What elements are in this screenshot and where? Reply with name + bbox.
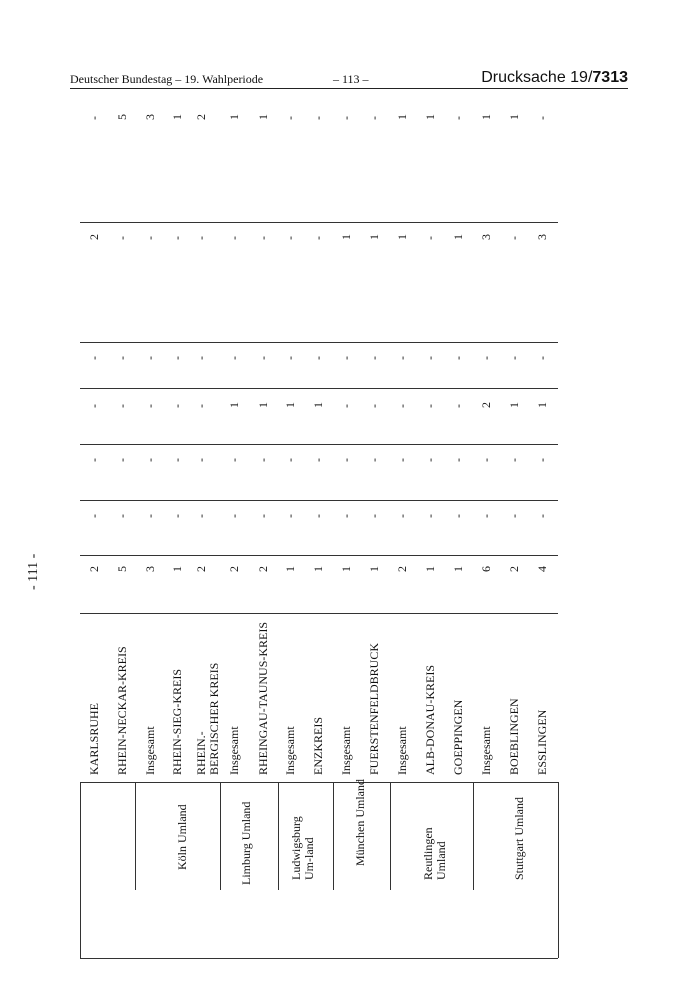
- cell-c4: 1: [507, 402, 521, 408]
- header-drucksache: [481, 69, 628, 87]
- cell-c6: -: [507, 236, 521, 240]
- row-name: FUERSTENFELDBRUCK: [367, 642, 381, 775]
- cell-c5: -: [283, 356, 297, 360]
- cell-c1: 1: [367, 566, 381, 572]
- cell-c1: 1: [451, 566, 465, 572]
- cell-c2: -: [423, 514, 437, 518]
- column-separator: [80, 500, 558, 501]
- cell-c7: 1: [507, 114, 521, 120]
- row-name: Insgesamt: [143, 726, 157, 775]
- row-name: ENZKREIS: [311, 717, 325, 775]
- cell-c6: -: [170, 236, 184, 240]
- cell-c5: -: [423, 356, 437, 360]
- row-name: ESSLINGEN: [535, 709, 549, 775]
- cell-c6: -: [423, 236, 437, 240]
- cell-c1: 2: [395, 566, 409, 572]
- group-label: Limburg Umland: [239, 801, 253, 885]
- cell-c4: -: [451, 404, 465, 408]
- cell-c4: -: [115, 404, 129, 408]
- cell-c1: 4: [535, 566, 549, 572]
- cell-c7: -: [367, 116, 381, 120]
- cell-c1: 1: [170, 566, 184, 572]
- cell-c6: 2: [87, 234, 101, 240]
- cell-c2: -: [507, 514, 521, 518]
- table-left-border: [80, 782, 81, 958]
- row-name: RHEINGAU-TAUNUS-KREIS: [256, 621, 270, 775]
- cell-c1: 2: [227, 566, 241, 572]
- cell-c2: -: [395, 514, 409, 518]
- group-label: Ludwigsburg Um-land: [289, 816, 316, 880]
- cell-c3: -: [115, 458, 129, 462]
- cell-c4: 1: [256, 402, 270, 408]
- cell-c3: -: [227, 458, 241, 462]
- header-drucksache-number: 7313: [592, 69, 628, 86]
- group-header-top-rule: [80, 782, 558, 783]
- column-separator: [80, 388, 558, 389]
- cell-c1: 6: [479, 566, 493, 572]
- cell-c2: -: [170, 514, 184, 518]
- cell-c7: -: [87, 116, 101, 120]
- cell-c4: -: [339, 404, 353, 408]
- header-rule: [70, 88, 628, 89]
- cell-c5: -: [395, 356, 409, 360]
- cell-c6: -: [283, 236, 297, 240]
- cell-c4: -: [143, 404, 157, 408]
- cell-c3: -: [535, 458, 549, 462]
- row-name: Insgesamt: [339, 726, 353, 775]
- column-separator: [80, 555, 558, 556]
- row-name: RHEIN-SIEG-KREIS: [170, 669, 184, 775]
- group-label: Reutlingen Umland: [421, 827, 448, 880]
- cell-c1: 2: [87, 566, 101, 572]
- row-name: RHEIN.-BERGISCHER KREIS: [194, 662, 221, 775]
- cell-c6: -: [194, 236, 208, 240]
- cell-c4: 1: [311, 402, 325, 408]
- row-name: ALB-DONAU-KREIS: [423, 665, 437, 775]
- column-separator: [80, 444, 558, 445]
- header-publication: Deutscher Bundestag – 19. Wahlperiode: [70, 72, 264, 86]
- cell-c1: 1: [311, 566, 325, 572]
- cell-c3: -: [311, 458, 325, 462]
- row-name: Insgesamt: [395, 726, 409, 775]
- cell-c7: -: [451, 116, 465, 120]
- cell-c1: 2: [507, 566, 521, 572]
- cell-c2: -: [479, 514, 493, 518]
- cell-c6: 3: [535, 234, 549, 240]
- cell-c4: -: [423, 404, 437, 408]
- cell-c2: -: [451, 514, 465, 518]
- cell-c3: -: [283, 458, 297, 462]
- cell-c5: -: [194, 356, 208, 360]
- cell-c7: 3: [143, 114, 157, 120]
- group-separator: [278, 782, 279, 890]
- cell-c1: 2: [194, 566, 208, 572]
- cell-c7: 1: [479, 114, 493, 120]
- cell-c4: -: [395, 404, 409, 408]
- cell-c3: -: [395, 458, 409, 462]
- cell-c2: -: [256, 514, 270, 518]
- cell-c7: -: [311, 116, 325, 120]
- cell-c2: -: [143, 514, 157, 518]
- group-separator: [473, 782, 474, 890]
- cell-c5: -: [256, 356, 270, 360]
- cell-c4: -: [194, 404, 208, 408]
- cell-c7: -: [339, 116, 353, 120]
- page-header: [70, 69, 628, 88]
- group-separator: [390, 782, 391, 890]
- cell-c6: -: [115, 236, 129, 240]
- cell-c7: -: [283, 116, 297, 120]
- row-name: Insgesamt: [283, 726, 297, 775]
- cell-c3: -: [194, 458, 208, 462]
- cell-c4: -: [87, 404, 101, 408]
- cell-c1: 1: [283, 566, 297, 572]
- cell-c3: -: [339, 458, 353, 462]
- cell-c3: -: [87, 458, 101, 462]
- cell-c2: -: [535, 514, 549, 518]
- group-label: Köln Umland: [175, 804, 189, 870]
- row-name: GOEPPINGEN: [451, 699, 465, 775]
- cell-c6: -: [311, 236, 325, 240]
- cell-c6: -: [143, 236, 157, 240]
- cell-c1: 3: [143, 566, 157, 572]
- group-label: München Umland: [353, 779, 367, 866]
- table-right-border: [558, 782, 559, 958]
- cell-c6: 3: [479, 234, 493, 240]
- cell-c5: -: [311, 356, 325, 360]
- cell-c1: 1: [339, 566, 353, 572]
- cell-c5: -: [367, 356, 381, 360]
- cell-c5: -: [227, 356, 241, 360]
- cell-c6: 1: [339, 234, 353, 240]
- cell-c3: -: [451, 458, 465, 462]
- cell-c5: -: [87, 356, 101, 360]
- cell-c6: 1: [451, 234, 465, 240]
- column-separator: [80, 342, 558, 343]
- row-name: Insgesamt: [479, 726, 493, 775]
- cell-c5: -: [170, 356, 184, 360]
- cell-c3: -: [367, 458, 381, 462]
- cell-c7: 1: [395, 114, 409, 120]
- cell-c2: -: [367, 514, 381, 518]
- cell-c3: -: [170, 458, 184, 462]
- cell-c2: -: [339, 514, 353, 518]
- cell-c7: 5: [115, 114, 129, 120]
- cell-c2: -: [283, 514, 297, 518]
- cell-c3: -: [479, 458, 493, 462]
- cell-c2: -: [194, 514, 208, 518]
- cell-c7: 1: [227, 114, 241, 120]
- cell-c5: -: [143, 356, 157, 360]
- rotated-table: [80, 100, 560, 960]
- cell-c2: -: [87, 514, 101, 518]
- cell-c6: 1: [395, 234, 409, 240]
- cell-c6: 1: [367, 234, 381, 240]
- cell-c5: -: [535, 356, 549, 360]
- column-separator: [80, 222, 558, 223]
- cell-c5: -: [339, 356, 353, 360]
- cell-c7: 1: [256, 114, 270, 120]
- cell-c5: -: [451, 356, 465, 360]
- group-label: Stuttgart Umland: [512, 797, 526, 880]
- cell-c1: 1: [423, 566, 437, 572]
- cell-c3: -: [143, 458, 157, 462]
- cell-c1: 2: [256, 566, 270, 572]
- cell-c6: -: [227, 236, 241, 240]
- cell-c2: -: [311, 514, 325, 518]
- cell-c5: -: [507, 356, 521, 360]
- cell-c7: 2: [194, 114, 208, 120]
- cell-c2: -: [115, 514, 129, 518]
- side-page-number: - 111 -: [26, 553, 41, 590]
- header-drucksache-label: Drucksache 19/: [481, 69, 593, 86]
- group-separator: [220, 782, 221, 890]
- table-bottom-border: [80, 958, 558, 959]
- cell-c7: 1: [170, 114, 184, 120]
- cell-c3: -: [507, 458, 521, 462]
- cell-c7: -: [535, 116, 549, 120]
- cell-c5: -: [479, 356, 493, 360]
- cell-c3: -: [256, 458, 270, 462]
- name-header-top-rule: [80, 613, 558, 614]
- row-name: BOEBLINGEN: [507, 698, 521, 775]
- cell-c3: -: [423, 458, 437, 462]
- cell-c6: -: [256, 236, 270, 240]
- cell-c1: 5: [115, 566, 129, 572]
- group-separator: [333, 782, 334, 890]
- cell-c4: 1: [227, 402, 241, 408]
- cell-c4: 2: [479, 402, 493, 408]
- cell-c2: -: [227, 514, 241, 518]
- header-page-number: – 113 –: [333, 72, 369, 86]
- cell-c4: 1: [535, 402, 549, 408]
- cell-c7: 1: [423, 114, 437, 120]
- group-separator: [135, 782, 136, 890]
- row-name: Insgesamt: [227, 726, 241, 775]
- row-name: RHEIN-NECKAR-KREIS: [115, 646, 129, 775]
- cell-c5: -: [115, 356, 129, 360]
- cell-c4: -: [367, 404, 381, 408]
- cell-c4: 1: [283, 402, 297, 408]
- cell-c4: -: [170, 404, 184, 408]
- row-name: KARLSRUHE: [87, 702, 101, 775]
